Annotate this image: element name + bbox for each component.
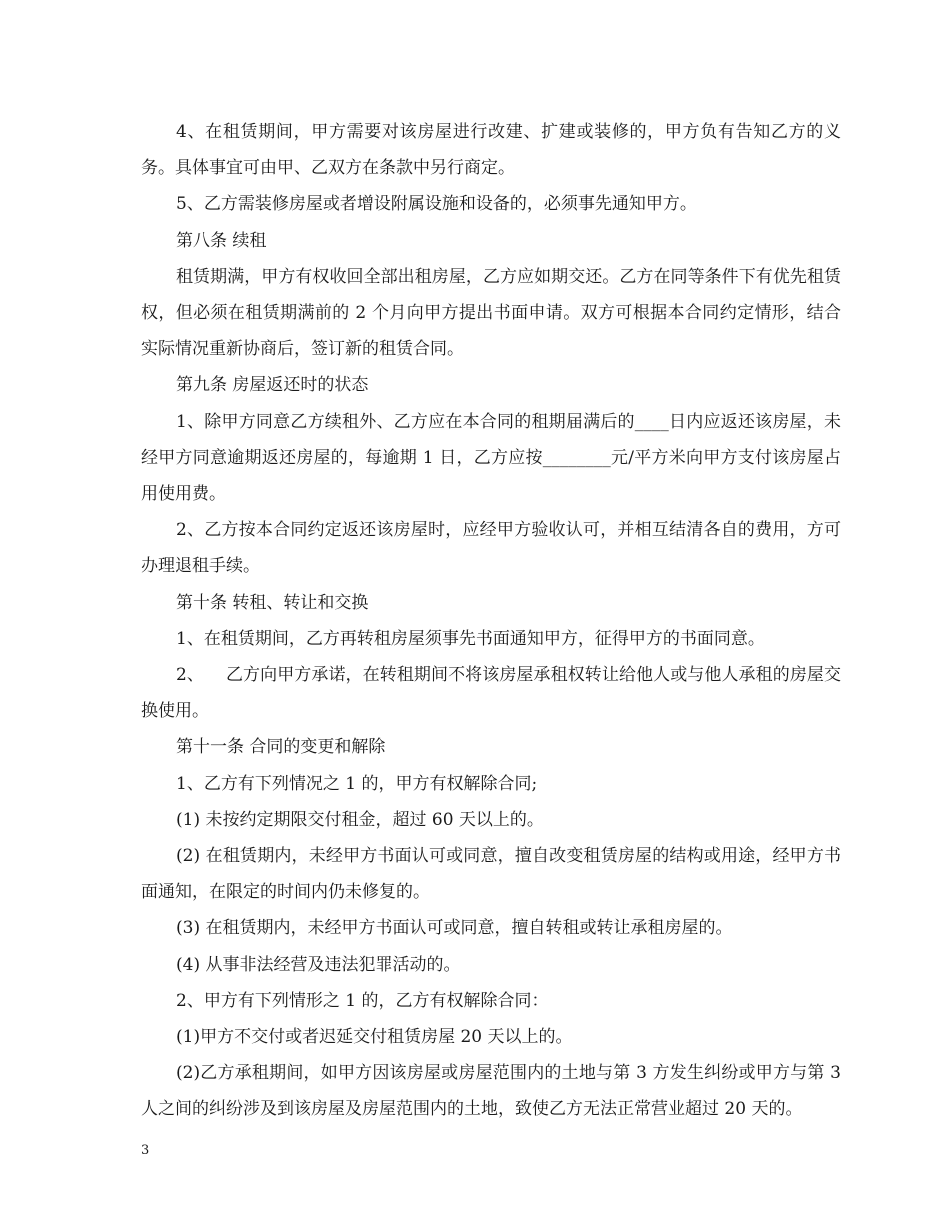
page-number: 3	[141, 1143, 150, 1158]
list-item-termination-1-1: (1) 未按约定期限交付租金，超过 60 天以上的。	[176, 809, 544, 830]
section-heading-article-10: 第十条 转租、转让和交换	[176, 592, 369, 613]
list-item-termination-2-1: (1)甲方不交付或者迟延交付租赁房屋 20 天以上的。	[176, 1027, 573, 1048]
paragraph-renewal: 租赁期满，甲方有权收回全部出租房屋，乙方应如期交还。乙方在同等条件下有优先租赁权，但必须在租赁期满前的 2 个月向甲方提出书面申请。双方可根据本合同约定情形，结合实际情况重新协商后，签订新的租赁合同。	[141, 266, 841, 360]
section-heading-article-11: 第十一条 合同的变更和解除	[176, 737, 386, 758]
paragraph-termination-2: 2、甲方有下列情形之 1 的，乙方有权解除合同：	[176, 990, 549, 1011]
paragraph-termination-1: 1、乙方有下列情况之 1 的，甲方有权解除合同;	[176, 773, 538, 794]
section-heading-article-9: 第九条 房屋返还时的状态	[176, 375, 369, 396]
list-item-termination-1-3: (3) 在租赁期内，未经甲方书面认可或同意，擅自转租或转让承租房屋的。	[176, 918, 733, 939]
list-item-termination-1-4: (4) 从事非法经营及违法犯罪活动的。	[176, 954, 461, 975]
paragraph-sublease-2: 2、 乙方向甲方承诺，在转租期间不将该房屋承租权转让给他人或与他人承租的房屋交换使用。	[141, 665, 841, 722]
paragraph-return-2: 2、乙方按本合同约定返还该房屋时，应经甲方验收认可，并相互结清各自的费用，方可办理退租手续。	[141, 520, 841, 577]
section-heading-article-8: 第八条 续租	[176, 230, 267, 251]
paragraph-sublease-1: 1、在租赁期间，乙方再转租房屋须事先书面通知甲方，征得甲方的书面同意。	[176, 628, 765, 649]
document-body	[141, 114, 847, 1128]
paragraph-clause-5: 5、乙方需装修房屋或者增设附属设施和设备的，必须事先通知甲方。	[176, 194, 697, 215]
paragraph-return-1: 1、除甲方同意乙方续租外、乙方应在本合同的租期届满后的____日内应返还该房屋，未经甲方同意逾期返还房屋的，每逾期 1 日，乙方应按________元/平方米向甲方支付该房屋占用使用费。	[141, 411, 841, 505]
paragraph-clause-4: 4、在租赁期间，甲方需要对该房屋进行改建、扩建或装修的，甲方负有告知乙方的义务。具体事宜可由甲、乙双方在条款中另行商定。	[141, 122, 841, 179]
list-item-termination-2-2: (2)乙方承租期间，如甲方因该房屋或房屋范围内的土地与第 3 方发生纠纷或甲方与第 3 人之间的纠纷涉及到该房屋及房屋范围内的土地，致使乙方无法正常营业超过 20 天的。	[141, 1063, 847, 1120]
list-item-termination-1-2: (2) 在租赁期内，未经甲方书面认可或同意，擅自改变租赁房屋的结构或用途，经甲方书面通知，在限定的时间内仍未修复的。	[141, 846, 841, 903]
